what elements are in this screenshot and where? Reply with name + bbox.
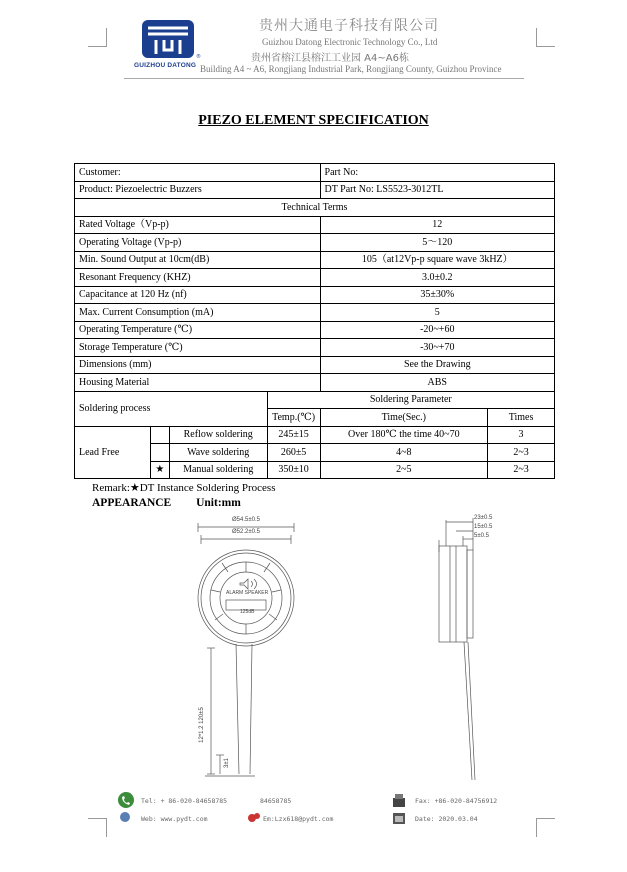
speaker-db: 125dB: [240, 609, 255, 615]
row-label: Housing Material: [75, 374, 321, 392]
customer-cell: Customer:: [75, 164, 321, 182]
col-times-header: Times: [488, 409, 555, 427]
time-cell: 4~8: [320, 444, 488, 462]
table-row: [75, 304, 555, 322]
col-time-header: Time(Sec.): [320, 409, 488, 427]
col-temp-header: Temp.(℃): [267, 409, 320, 427]
email-icon: [247, 811, 261, 825]
appearance-drawing: [0, 510, 627, 790]
footer-tel: Tel: + 86-020-84658785: [141, 797, 228, 805]
method-cell: Manual soldering: [169, 461, 267, 479]
mark-cell: [150, 426, 169, 444]
time-cell: 2~5: [320, 461, 488, 479]
remark: Remark:★DT Instance Soldering Process: [92, 482, 276, 494]
address-cn: 贵州省榕江县榕江工业园 A4~A6栋: [251, 53, 409, 64]
phone-icon: [117, 791, 135, 809]
soldering-param-title: Soldering Parameter: [267, 391, 554, 409]
footer-fax: Fax: +86-020-84756912: [415, 797, 498, 805]
table-row: [75, 216, 555, 234]
row-label: Rated Voltage（Vp-p): [75, 216, 321, 234]
row-label: Operating Temperature (℃): [75, 321, 321, 339]
lead-free-label: Lead Free: [75, 426, 151, 479]
dim-wire: 12*1.2 120±5: [199, 707, 205, 743]
dt-partno-cell: DT Part No: LS5523-3012TL: [320, 181, 554, 199]
crop-mark-top-left: [88, 28, 107, 47]
table-row: [75, 164, 555, 182]
crop-mark-bottom-right: [536, 818, 555, 837]
appearance-heading: [92, 497, 241, 509]
table-row: [75, 181, 555, 199]
svg-text:®: ®: [196, 54, 201, 60]
crop-mark-top-right: [536, 28, 555, 47]
table-row: [75, 321, 555, 339]
mark-cell: [150, 444, 169, 462]
table-row: [75, 391, 555, 409]
row-value: -20~+60: [320, 321, 554, 339]
times-cell: 2~3: [488, 444, 555, 462]
brand-name: GUIZHOU DATONG: [134, 62, 197, 69]
table-row: [75, 234, 555, 252]
crop-mark-bottom-left: [88, 818, 107, 837]
time-cell: Over 180℃ the time 40~70: [320, 426, 488, 444]
table-row: [75, 339, 555, 357]
product-cell: Product: Piezoelectric Buzzers: [75, 181, 321, 199]
speaker-text: ALARM SPEAKER: [226, 590, 269, 596]
table-row: [75, 286, 555, 304]
table-row: [75, 426, 555, 444]
row-value: See the Drawing: [320, 356, 554, 374]
table-row: [75, 251, 555, 269]
method-cell: Wave soldering: [169, 444, 267, 462]
row-label: Operating Voltage (Vp-p): [75, 234, 321, 252]
dim-outer-diameter: Ø54.5±0.5: [232, 517, 260, 523]
row-label: Max. Current Consumption (mA): [75, 304, 321, 322]
row-label: Min. Sound Output at 10cm(dB): [75, 251, 321, 269]
footer-tel2: 84658785: [260, 797, 292, 805]
row-label: Dimensions (mm): [75, 356, 321, 374]
dim-step1: 15±0.5: [474, 524, 493, 530]
dim-height: 23±0.5: [474, 515, 493, 521]
table-row: [75, 199, 555, 217]
unit-label: Unit:mm: [196, 497, 241, 509]
row-value: 12: [320, 216, 554, 234]
footer-email: Em:Lzx618@pydt.com: [263, 815, 334, 823]
temp-cell: 245±15: [267, 426, 320, 444]
dim-step2: 5±0.5: [474, 533, 489, 539]
row-value: 3.0±0.2: [320, 269, 554, 287]
times-cell: 2~3: [488, 461, 555, 479]
temp-cell: 260±5: [267, 444, 320, 462]
appearance-label: APPEARANCE: [92, 497, 172, 509]
row-value: 5: [320, 304, 554, 322]
temp-cell: 350±10: [267, 461, 320, 479]
row-label: Capacitance at 120 Hz (nf): [75, 286, 321, 304]
company-name-en: Guizhou Datong Electronic Technology Co., Ltd: [262, 37, 438, 47]
row-value: -30~+70: [320, 339, 554, 357]
address-en: Building A4 ~ A6, Rongjiang Industrial Park, Rongjiang County, Guizhou Province: [200, 64, 502, 74]
row-value: 105（at12Vp-p square wave 3kHZ）: [320, 251, 554, 269]
row-value: 5～120: [320, 234, 554, 252]
web-icon: [119, 811, 131, 823]
partno-cell: Part No:: [320, 164, 554, 182]
times-cell: 3: [488, 426, 555, 444]
dim-inner-diameter: Ø52.2±0.5: [232, 529, 260, 535]
row-label: Storage Temperature (℃): [75, 339, 321, 357]
row-label: Resonant Frequency (KHZ): [75, 269, 321, 287]
footer-date: Date: 2020.03.04: [415, 815, 478, 823]
table-row: [75, 374, 555, 392]
footer-web: Web: www.pydt.com: [141, 815, 208, 823]
dim-strip: 3±1: [223, 758, 230, 768]
page-title: PIEZO ELEMENT SPECIFICATION: [198, 113, 429, 128]
company-name-cn: 贵州大通电子科技有限公司: [259, 18, 439, 34]
spec-table: [74, 163, 555, 479]
table-row: [75, 269, 555, 287]
method-cell: Reflow soldering: [169, 426, 267, 444]
header-divider: [124, 78, 524, 79]
row-value: 35±30%: [320, 286, 554, 304]
mark-cell: ★: [150, 461, 169, 479]
calendar-icon: [392, 811, 406, 825]
table-row: [75, 356, 555, 374]
fax-icon: [391, 793, 407, 809]
section-title: Technical Terms: [75, 199, 555, 217]
soldering-label: Soldering process: [75, 391, 268, 426]
row-value: ABS: [320, 374, 554, 392]
